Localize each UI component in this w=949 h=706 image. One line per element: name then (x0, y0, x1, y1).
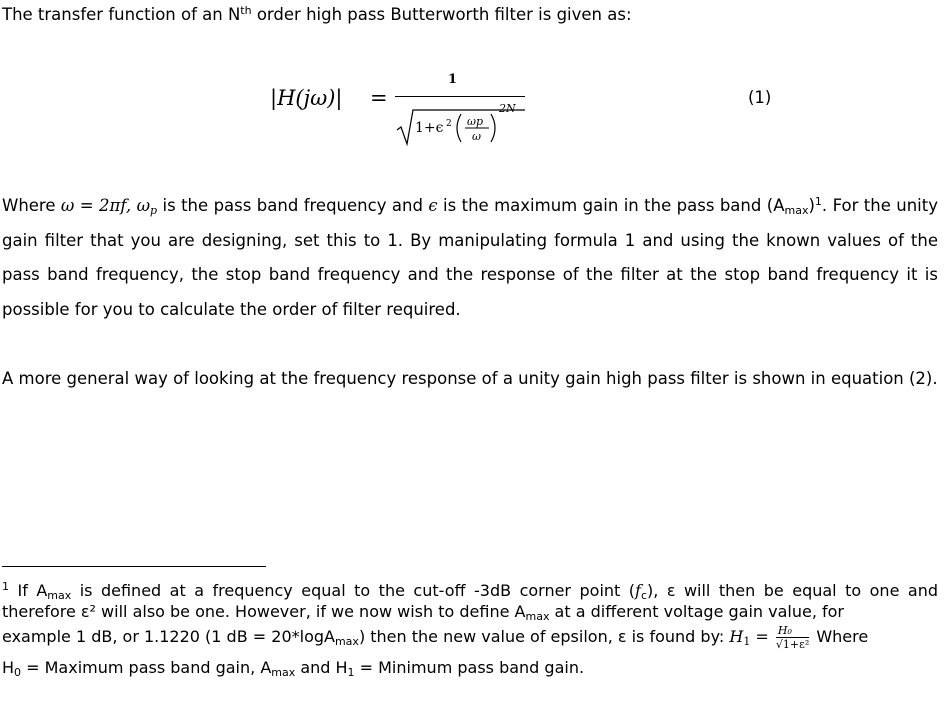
left-paren-icon (457, 114, 461, 142)
intro-before: The transfer function of an N (2, 5, 241, 24)
paragraph-2: A more general way of looking at the frequency response of a unity gain high pass filter is shown in equation (2). (2, 369, 938, 388)
fn-a: If A (9, 581, 48, 600)
p1-text-b: is the maximum gain in the pass band (A (437, 196, 785, 215)
fn-line3-c: Where (811, 627, 869, 646)
fn-h1-eq: = (750, 627, 774, 646)
fn-d: at a different voltage gain value, for (549, 602, 845, 621)
fn-line4-d: = Minimum pass band gain. (354, 658, 585, 677)
intro-text (2, 3, 938, 27)
p1-omega-p-sub: p (150, 204, 158, 217)
footnote-marker: 1 (2, 580, 9, 593)
den-eps-sup: 2 (446, 119, 452, 129)
den-frac-bottom: ω (472, 130, 481, 143)
fn-line4-c: and H (295, 658, 348, 677)
p1-amax-sub: max (784, 204, 809, 217)
fn-fc-sub: c (640, 589, 648, 602)
fn-line4-sub0: 0 (14, 666, 22, 679)
p1-omega-p: ω (136, 196, 151, 215)
fn-a-sub: max (47, 589, 72, 602)
fn-c: ), ε will then be equal to one and therefore ε² will also be one. However, if we now wish to define A (2, 581, 939, 621)
paragraph-1 (2, 189, 938, 327)
equation-1 (270, 68, 570, 158)
equation-denominator (395, 100, 535, 148)
equation-number: (1) (748, 88, 772, 107)
fn-line3-sub: max (334, 635, 359, 648)
den-exponent: 2N (499, 102, 516, 115)
fn-fc: f (635, 581, 641, 600)
fn-line4-b: = Maximum pass band gain, A (21, 658, 272, 677)
fn-line4-sub2: 1 (347, 666, 355, 679)
fn-line4-sub1: max (271, 666, 296, 679)
fn-b: is defined at a frequency equal to the cut-off -3dB corner point ( (71, 581, 636, 600)
intro-superscript: th (240, 4, 252, 17)
equation-lhs: |H(jω)| (270, 86, 343, 110)
right-paren-icon (491, 114, 495, 142)
den-frac-top: ωp (467, 115, 484, 128)
p1-omega-def: ω = 2πf, (60, 196, 132, 215)
fn-fraction (776, 625, 809, 651)
footnote-line-4 (2, 652, 938, 684)
footnote-ref[interactable]: 1 (814, 195, 822, 208)
fn-line3-b: ) then the new value of epsilon, ε is found by: (358, 627, 730, 646)
p1-text-c: ) (808, 196, 815, 215)
den-one-plus-eps: 1+ϵ (415, 120, 444, 136)
footnote-line-3 (2, 622, 938, 652)
p1-epsilon: ϵ (428, 196, 438, 215)
fn-c-sub: max (525, 610, 550, 623)
fn-h1: H (729, 627, 744, 646)
fraction-bar (395, 96, 525, 97)
fn-line4-a: H (2, 658, 15, 677)
p1-text-a: is the pass band frequency and (157, 196, 429, 215)
footnote (2, 580, 938, 684)
fn-line3-a: example 1 dB, or 1.1220 (1 dB = 20*logA (2, 627, 335, 646)
fn-frac-bottom: √1+ε² (775, 637, 810, 651)
footnote-rule (2, 566, 266, 567)
equation-numerator: 1 (448, 72, 458, 87)
fn-h1-sub: 1 (743, 635, 751, 648)
intro-after: order high pass Butterworth filter is given as: (251, 5, 632, 24)
equation-equals: = (370, 86, 388, 110)
p1-text-d: . For the unity gain filter that you are designing, set this to 1. By manipulating formula 1 and using the known values of the pass band frequency, the stop band frequency and the response of the filter at the stop band frequency it is possible for you to calculate the order of filter required. (2, 196, 938, 319)
fn-frac-top: H₀ (776, 625, 809, 638)
p1-where: Where (2, 196, 61, 215)
